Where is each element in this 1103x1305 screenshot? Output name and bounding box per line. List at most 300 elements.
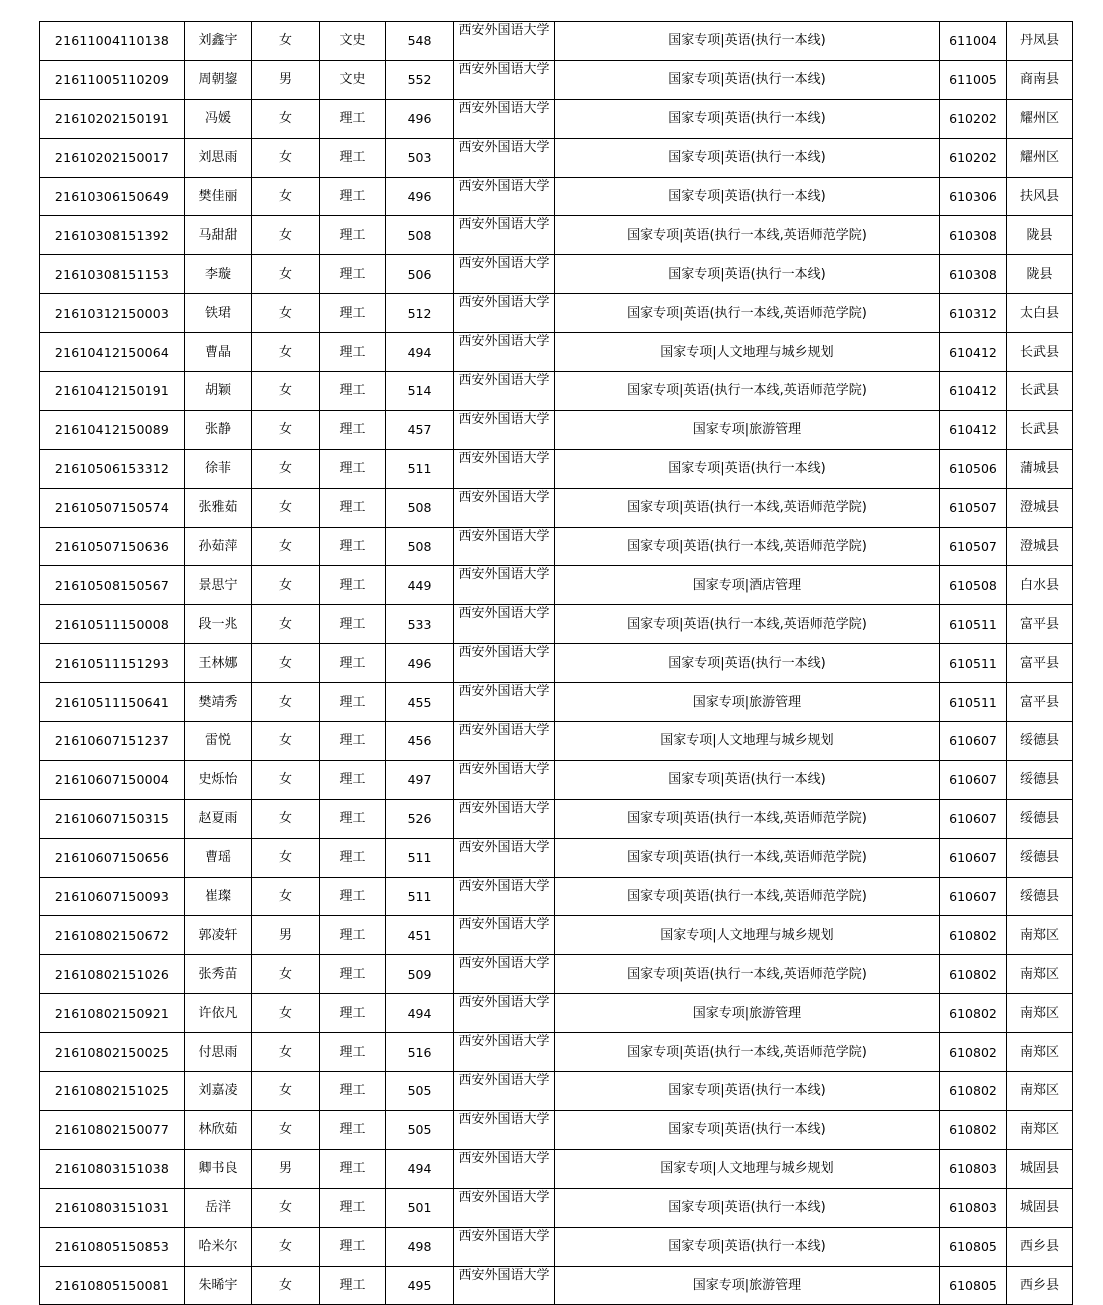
major-cell: 国家专项|英语(执行一本线) (555, 449, 940, 488)
table-row (40, 683, 1073, 722)
school-cell (454, 216, 555, 255)
table-row (40, 1188, 1073, 1227)
school-name: 西安外国语大学 (458, 178, 550, 194)
gender-cell: 女 (252, 138, 320, 177)
track-cell: 理工 (320, 333, 386, 372)
school-name: 西安外国语大学 (458, 1073, 550, 1089)
track-cell: 理工 (320, 760, 386, 799)
region-name-cell: 长武县 (1007, 333, 1073, 372)
gender-cell: 女 (252, 1188, 320, 1227)
school-cell (454, 1149, 555, 1188)
school-name: 西安外国语大学 (458, 567, 550, 583)
candidate-id-cell: 21610802150025 (40, 1033, 185, 1072)
school-name: 西安外国语大学 (458, 489, 550, 505)
track-cell: 理工 (320, 372, 386, 411)
table-row (40, 333, 1073, 372)
track-cell: 理工 (320, 916, 386, 955)
school-name: 西安外国语大学 (458, 839, 550, 855)
score-cell: 511 (386, 877, 454, 916)
school-name: 西安外国语大学 (458, 61, 550, 77)
gender-cell: 女 (252, 449, 320, 488)
major-cell: 国家专项|旅游管理 (555, 410, 940, 449)
region-code-cell: 611005 (940, 60, 1007, 99)
name-cell: 徐菲 (185, 449, 252, 488)
school-cell (454, 138, 555, 177)
table-row (40, 488, 1073, 527)
region-name-cell: 西乡县 (1007, 1227, 1073, 1266)
region-name-cell: 绥德县 (1007, 760, 1073, 799)
major-cell: 国家专项|旅游管理 (555, 994, 940, 1033)
gender-cell: 女 (252, 877, 320, 916)
candidate-id-cell: 21610412150064 (40, 333, 185, 372)
region-name-cell: 南郑区 (1007, 1110, 1073, 1149)
candidate-id-cell: 21610412150089 (40, 410, 185, 449)
score-cell: 496 (386, 99, 454, 138)
candidate-id-cell: 21610805150081 (40, 1266, 185, 1305)
school-cell (454, 1188, 555, 1227)
region-name-cell: 绥德县 (1007, 799, 1073, 838)
candidate-id-cell: 21610202150191 (40, 99, 185, 138)
table-row (40, 22, 1073, 61)
table-row (40, 1072, 1073, 1111)
name-cell: 刘鑫宇 (185, 22, 252, 61)
school-cell (454, 177, 555, 216)
major-cell: 国家专项|英语(执行一本线,英语师范学院) (555, 372, 940, 411)
region-name-cell: 长武县 (1007, 410, 1073, 449)
name-cell: 崔璨 (185, 877, 252, 916)
table-row (40, 255, 1073, 294)
admission-list-table (39, 21, 1073, 1305)
score-cell: 495 (386, 1266, 454, 1305)
major-cell: 国家专项|英语(执行一本线) (555, 138, 940, 177)
school-name: 西安外国语大学 (458, 1034, 550, 1050)
candidate-id-cell: 21610802150921 (40, 994, 185, 1033)
candidate-id-cell: 21610607150315 (40, 799, 185, 838)
candidate-id-cell: 21611004110138 (40, 22, 185, 61)
school-cell (454, 1033, 555, 1072)
score-cell: 494 (386, 1149, 454, 1188)
school-cell (454, 255, 555, 294)
school-cell (454, 877, 555, 916)
table-body (40, 22, 1073, 1305)
school-name: 西安外国语大学 (458, 1150, 550, 1166)
region-name-cell: 蒲城县 (1007, 449, 1073, 488)
score-cell: 509 (386, 955, 454, 994)
school-name: 西安外国语大学 (458, 411, 550, 427)
major-cell: 国家专项|人文地理与城乡规划 (555, 916, 940, 955)
region-code-cell: 610306 (940, 177, 1007, 216)
table-row (40, 216, 1073, 255)
region-name-cell: 绥德县 (1007, 838, 1073, 877)
gender-cell: 男 (252, 916, 320, 955)
score-cell: 516 (386, 1033, 454, 1072)
school-cell (454, 294, 555, 333)
region-code-cell: 610607 (940, 722, 1007, 761)
region-name-cell: 太白县 (1007, 294, 1073, 333)
school-cell (454, 916, 555, 955)
track-cell: 理工 (320, 722, 386, 761)
major-cell: 国家专项|英语(执行一本线,英语师范学院) (555, 488, 940, 527)
region-name-cell: 陇县 (1007, 216, 1073, 255)
school-cell (454, 955, 555, 994)
gender-cell: 女 (252, 488, 320, 527)
gender-cell: 女 (252, 760, 320, 799)
school-cell (454, 760, 555, 799)
score-cell: 501 (386, 1188, 454, 1227)
name-cell: 胡颖 (185, 372, 252, 411)
major-cell: 国家专项|英语(执行一本线) (555, 644, 940, 683)
region-name-cell: 南郑区 (1007, 1072, 1073, 1111)
gender-cell: 女 (252, 683, 320, 722)
table-row (40, 955, 1073, 994)
candidate-id-cell: 21611005110209 (40, 60, 185, 99)
table-row (40, 527, 1073, 566)
track-cell: 理工 (320, 216, 386, 255)
candidate-id-cell: 21610803151031 (40, 1188, 185, 1227)
name-cell: 冯媛 (185, 99, 252, 138)
region-code-cell: 610607 (940, 838, 1007, 877)
region-code-cell: 610308 (940, 216, 1007, 255)
track-cell: 理工 (320, 1033, 386, 1072)
candidate-id-cell: 21610507150636 (40, 527, 185, 566)
score-cell: 503 (386, 138, 454, 177)
school-name: 西安外国语大学 (458, 450, 550, 466)
candidate-id-cell: 21610802151025 (40, 1072, 185, 1111)
candidate-id-cell: 21610511150641 (40, 683, 185, 722)
score-cell: 533 (386, 605, 454, 644)
major-cell: 国家专项|旅游管理 (555, 1266, 940, 1305)
region-name-cell: 丹凤县 (1007, 22, 1073, 61)
table-row (40, 99, 1073, 138)
track-cell: 理工 (320, 99, 386, 138)
region-code-cell: 610805 (940, 1266, 1007, 1305)
region-name-cell: 南郑区 (1007, 1033, 1073, 1072)
track-cell: 理工 (320, 177, 386, 216)
candidate-id-cell: 21610607150093 (40, 877, 185, 916)
region-name-cell: 西乡县 (1007, 1266, 1073, 1305)
school-name: 西安外国语大学 (458, 334, 550, 350)
track-cell: 理工 (320, 294, 386, 333)
table-row (40, 760, 1073, 799)
region-code-cell: 610412 (940, 372, 1007, 411)
region-name-cell: 富平县 (1007, 605, 1073, 644)
table-row (40, 177, 1073, 216)
score-cell: 548 (386, 22, 454, 61)
school-cell (454, 1227, 555, 1266)
region-code-cell: 610506 (940, 449, 1007, 488)
score-cell: 506 (386, 255, 454, 294)
major-cell: 国家专项|酒店管理 (555, 566, 940, 605)
region-code-cell: 610412 (940, 410, 1007, 449)
table-row (40, 644, 1073, 683)
track-cell: 理工 (320, 994, 386, 1033)
name-cell: 张雅茹 (185, 488, 252, 527)
name-cell: 周朝鋆 (185, 60, 252, 99)
score-cell: 494 (386, 994, 454, 1033)
name-cell: 景思宁 (185, 566, 252, 605)
score-cell: 496 (386, 644, 454, 683)
score-cell: 497 (386, 760, 454, 799)
region-code-cell: 610308 (940, 255, 1007, 294)
candidate-id-cell: 21610507150574 (40, 488, 185, 527)
track-cell: 理工 (320, 838, 386, 877)
name-cell: 雷悦 (185, 722, 252, 761)
region-code-cell: 610511 (940, 644, 1007, 683)
gender-cell: 女 (252, 372, 320, 411)
name-cell: 岳洋 (185, 1188, 252, 1227)
table-row (40, 372, 1073, 411)
region-code-cell: 610412 (940, 333, 1007, 372)
track-cell: 理工 (320, 955, 386, 994)
school-name: 西安外国语大学 (458, 23, 550, 38)
candidate-id-cell: 21610308151392 (40, 216, 185, 255)
school-name: 西安外国语大学 (458, 1267, 550, 1283)
track-cell: 文史 (320, 60, 386, 99)
gender-cell: 女 (252, 216, 320, 255)
score-cell: 508 (386, 488, 454, 527)
score-cell: 512 (386, 294, 454, 333)
table-row (40, 1227, 1073, 1266)
gender-cell: 女 (252, 955, 320, 994)
region-code-cell: 610802 (940, 916, 1007, 955)
candidate-id-cell: 21610607150656 (40, 838, 185, 877)
gender-cell: 女 (252, 722, 320, 761)
region-code-cell: 610802 (940, 994, 1007, 1033)
school-cell (454, 1072, 555, 1111)
name-cell: 李璇 (185, 255, 252, 294)
gender-cell: 女 (252, 1227, 320, 1266)
score-cell: 508 (386, 216, 454, 255)
candidate-id-cell: 21610511151293 (40, 644, 185, 683)
table-row (40, 1149, 1073, 1188)
region-name-cell: 耀州区 (1007, 99, 1073, 138)
region-name-cell: 富平县 (1007, 683, 1073, 722)
school-name: 西安外国语大学 (458, 295, 550, 311)
gender-cell: 女 (252, 994, 320, 1033)
table-row (40, 994, 1073, 1033)
track-cell: 理工 (320, 799, 386, 838)
region-code-cell: 610507 (940, 527, 1007, 566)
major-cell: 国家专项|英语(执行一本线) (555, 1188, 940, 1227)
name-cell: 段一兆 (185, 605, 252, 644)
region-code-cell: 610511 (940, 605, 1007, 644)
school-cell (454, 838, 555, 877)
region-code-cell: 610802 (940, 1072, 1007, 1111)
major-cell: 国家专项|英语(执行一本线) (555, 22, 940, 61)
region-code-cell: 610607 (940, 799, 1007, 838)
name-cell: 卿书良 (185, 1149, 252, 1188)
name-cell: 许依凡 (185, 994, 252, 1033)
name-cell: 曹瑶 (185, 838, 252, 877)
score-cell: 456 (386, 722, 454, 761)
major-cell: 国家专项|人文地理与城乡规划 (555, 722, 940, 761)
gender-cell: 男 (252, 1149, 320, 1188)
candidate-id-cell: 21610306150649 (40, 177, 185, 216)
score-cell: 511 (386, 449, 454, 488)
school-cell (454, 722, 555, 761)
table-row (40, 566, 1073, 605)
gender-cell: 女 (252, 1266, 320, 1305)
region-name-cell: 富平县 (1007, 644, 1073, 683)
major-cell: 国家专项|英语(执行一本线,英语师范学院) (555, 216, 940, 255)
major-cell: 国家专项|英语(执行一本线,英语师范学院) (555, 527, 940, 566)
candidate-id-cell: 21610412150191 (40, 372, 185, 411)
score-cell: 552 (386, 60, 454, 99)
major-cell: 国家专项|英语(执行一本线) (555, 1110, 940, 1149)
region-name-cell: 长武县 (1007, 372, 1073, 411)
gender-cell: 女 (252, 1110, 320, 1149)
school-cell (454, 683, 555, 722)
region-name-cell: 绥德县 (1007, 877, 1073, 916)
school-name: 西安外国语大学 (458, 1111, 550, 1127)
gender-cell: 女 (252, 294, 320, 333)
table-row (40, 838, 1073, 877)
school-cell (454, 449, 555, 488)
track-cell: 理工 (320, 138, 386, 177)
name-cell: 王林娜 (185, 644, 252, 683)
region-name-cell: 南郑区 (1007, 916, 1073, 955)
track-cell: 理工 (320, 566, 386, 605)
school-name: 西安外国语大学 (458, 956, 550, 972)
school-name: 西安外国语大学 (458, 528, 550, 544)
major-cell: 国家专项|英语(执行一本线,英语师范学院) (555, 955, 940, 994)
table-row (40, 138, 1073, 177)
score-cell: 511 (386, 838, 454, 877)
candidate-id-cell: 21610802150077 (40, 1110, 185, 1149)
major-cell: 国家专项|英语(执行一本线) (555, 760, 940, 799)
candidate-id-cell: 21610202150017 (40, 138, 185, 177)
score-cell: 526 (386, 799, 454, 838)
name-cell: 樊靖秀 (185, 683, 252, 722)
school-cell (454, 644, 555, 683)
region-code-cell: 610511 (940, 683, 1007, 722)
candidate-id-cell: 21610803151038 (40, 1149, 185, 1188)
gender-cell: 女 (252, 1033, 320, 1072)
track-cell: 理工 (320, 683, 386, 722)
score-cell: 457 (386, 410, 454, 449)
school-name: 西安外国语大学 (458, 100, 550, 116)
track-cell: 理工 (320, 644, 386, 683)
school-cell (454, 372, 555, 411)
name-cell: 赵夏雨 (185, 799, 252, 838)
table-row (40, 605, 1073, 644)
major-cell: 国家专项|英语(执行一本线,英语师范学院) (555, 1033, 940, 1072)
region-name-cell: 南郑区 (1007, 955, 1073, 994)
major-cell: 国家专项|英语(执行一本线) (555, 255, 940, 294)
school-cell (454, 99, 555, 138)
score-cell: 449 (386, 566, 454, 605)
score-cell: 455 (386, 683, 454, 722)
name-cell: 孙茹萍 (185, 527, 252, 566)
score-cell: 508 (386, 527, 454, 566)
school-name: 西安外国语大学 (458, 684, 550, 700)
school-name: 西安外国语大学 (458, 139, 550, 155)
major-cell: 国家专项|英语(执行一本线,英语师范学院) (555, 838, 940, 877)
region-code-cell: 610507 (940, 488, 1007, 527)
track-cell: 理工 (320, 410, 386, 449)
school-cell (454, 605, 555, 644)
table-row (40, 1110, 1073, 1149)
name-cell: 曹晶 (185, 333, 252, 372)
school-name: 西安外国语大学 (458, 645, 550, 661)
school-cell (454, 566, 555, 605)
candidate-id-cell: 21610607151237 (40, 722, 185, 761)
name-cell: 刘嘉凌 (185, 1072, 252, 1111)
track-cell: 理工 (320, 1266, 386, 1305)
track-cell: 理工 (320, 1149, 386, 1188)
school-cell (454, 410, 555, 449)
name-cell: 朱晞宇 (185, 1266, 252, 1305)
region-code-cell: 610802 (940, 955, 1007, 994)
major-cell: 国家专项|英语(执行一本线,英语师范学院) (555, 294, 940, 333)
candidate-id-cell: 21610802150672 (40, 916, 185, 955)
region-code-cell: 610802 (940, 1110, 1007, 1149)
table-row (40, 294, 1073, 333)
major-cell: 国家专项|人文地理与城乡规划 (555, 333, 940, 372)
gender-cell: 女 (252, 605, 320, 644)
track-cell: 理工 (320, 488, 386, 527)
school-name: 西安外国语大学 (458, 373, 550, 389)
school-name: 西安外国语大学 (458, 995, 550, 1011)
region-code-cell: 610202 (940, 99, 1007, 138)
candidate-id-cell: 21610312150003 (40, 294, 185, 333)
major-cell: 国家专项|英语(执行一本线) (555, 99, 940, 138)
school-cell (454, 333, 555, 372)
candidate-id-cell: 21610506153312 (40, 449, 185, 488)
name-cell: 马甜甜 (185, 216, 252, 255)
school-cell (454, 527, 555, 566)
candidate-id-cell: 21610805150853 (40, 1227, 185, 1266)
region-name-cell: 白水县 (1007, 566, 1073, 605)
major-cell: 国家专项|英语(执行一本线) (555, 1227, 940, 1266)
score-cell: 494 (386, 333, 454, 372)
school-name: 西安外国语大学 (458, 217, 550, 233)
name-cell: 史烁怡 (185, 760, 252, 799)
major-cell: 国家专项|英语(执行一本线) (555, 60, 940, 99)
region-name-cell: 澄城县 (1007, 527, 1073, 566)
region-name-cell: 商南县 (1007, 60, 1073, 99)
region-code-cell: 611004 (940, 22, 1007, 61)
major-cell: 国家专项|旅游管理 (555, 683, 940, 722)
school-cell (454, 1266, 555, 1305)
region-code-cell: 610202 (940, 138, 1007, 177)
region-name-cell: 澄城县 (1007, 488, 1073, 527)
name-cell: 林欣茹 (185, 1110, 252, 1149)
name-cell: 铁珺 (185, 294, 252, 333)
region-name-cell: 扶风县 (1007, 177, 1073, 216)
candidate-id-cell: 21610607150004 (40, 760, 185, 799)
table-row (40, 449, 1073, 488)
gender-cell: 女 (252, 333, 320, 372)
major-cell: 国家专项|英语(执行一本线,英语师范学院) (555, 799, 940, 838)
region-code-cell: 610805 (940, 1227, 1007, 1266)
name-cell: 刘思雨 (185, 138, 252, 177)
table-row (40, 916, 1073, 955)
track-cell: 理工 (320, 255, 386, 294)
score-cell: 505 (386, 1072, 454, 1111)
name-cell: 樊佳丽 (185, 177, 252, 216)
region-name-cell: 城固县 (1007, 1149, 1073, 1188)
track-cell: 理工 (320, 527, 386, 566)
score-cell: 505 (386, 1110, 454, 1149)
gender-cell: 女 (252, 1072, 320, 1111)
score-cell: 496 (386, 177, 454, 216)
score-cell: 514 (386, 372, 454, 411)
major-cell: 国家专项|人文地理与城乡规划 (555, 1149, 940, 1188)
school-cell (454, 60, 555, 99)
region-code-cell: 610607 (940, 760, 1007, 799)
name-cell: 付思雨 (185, 1033, 252, 1072)
